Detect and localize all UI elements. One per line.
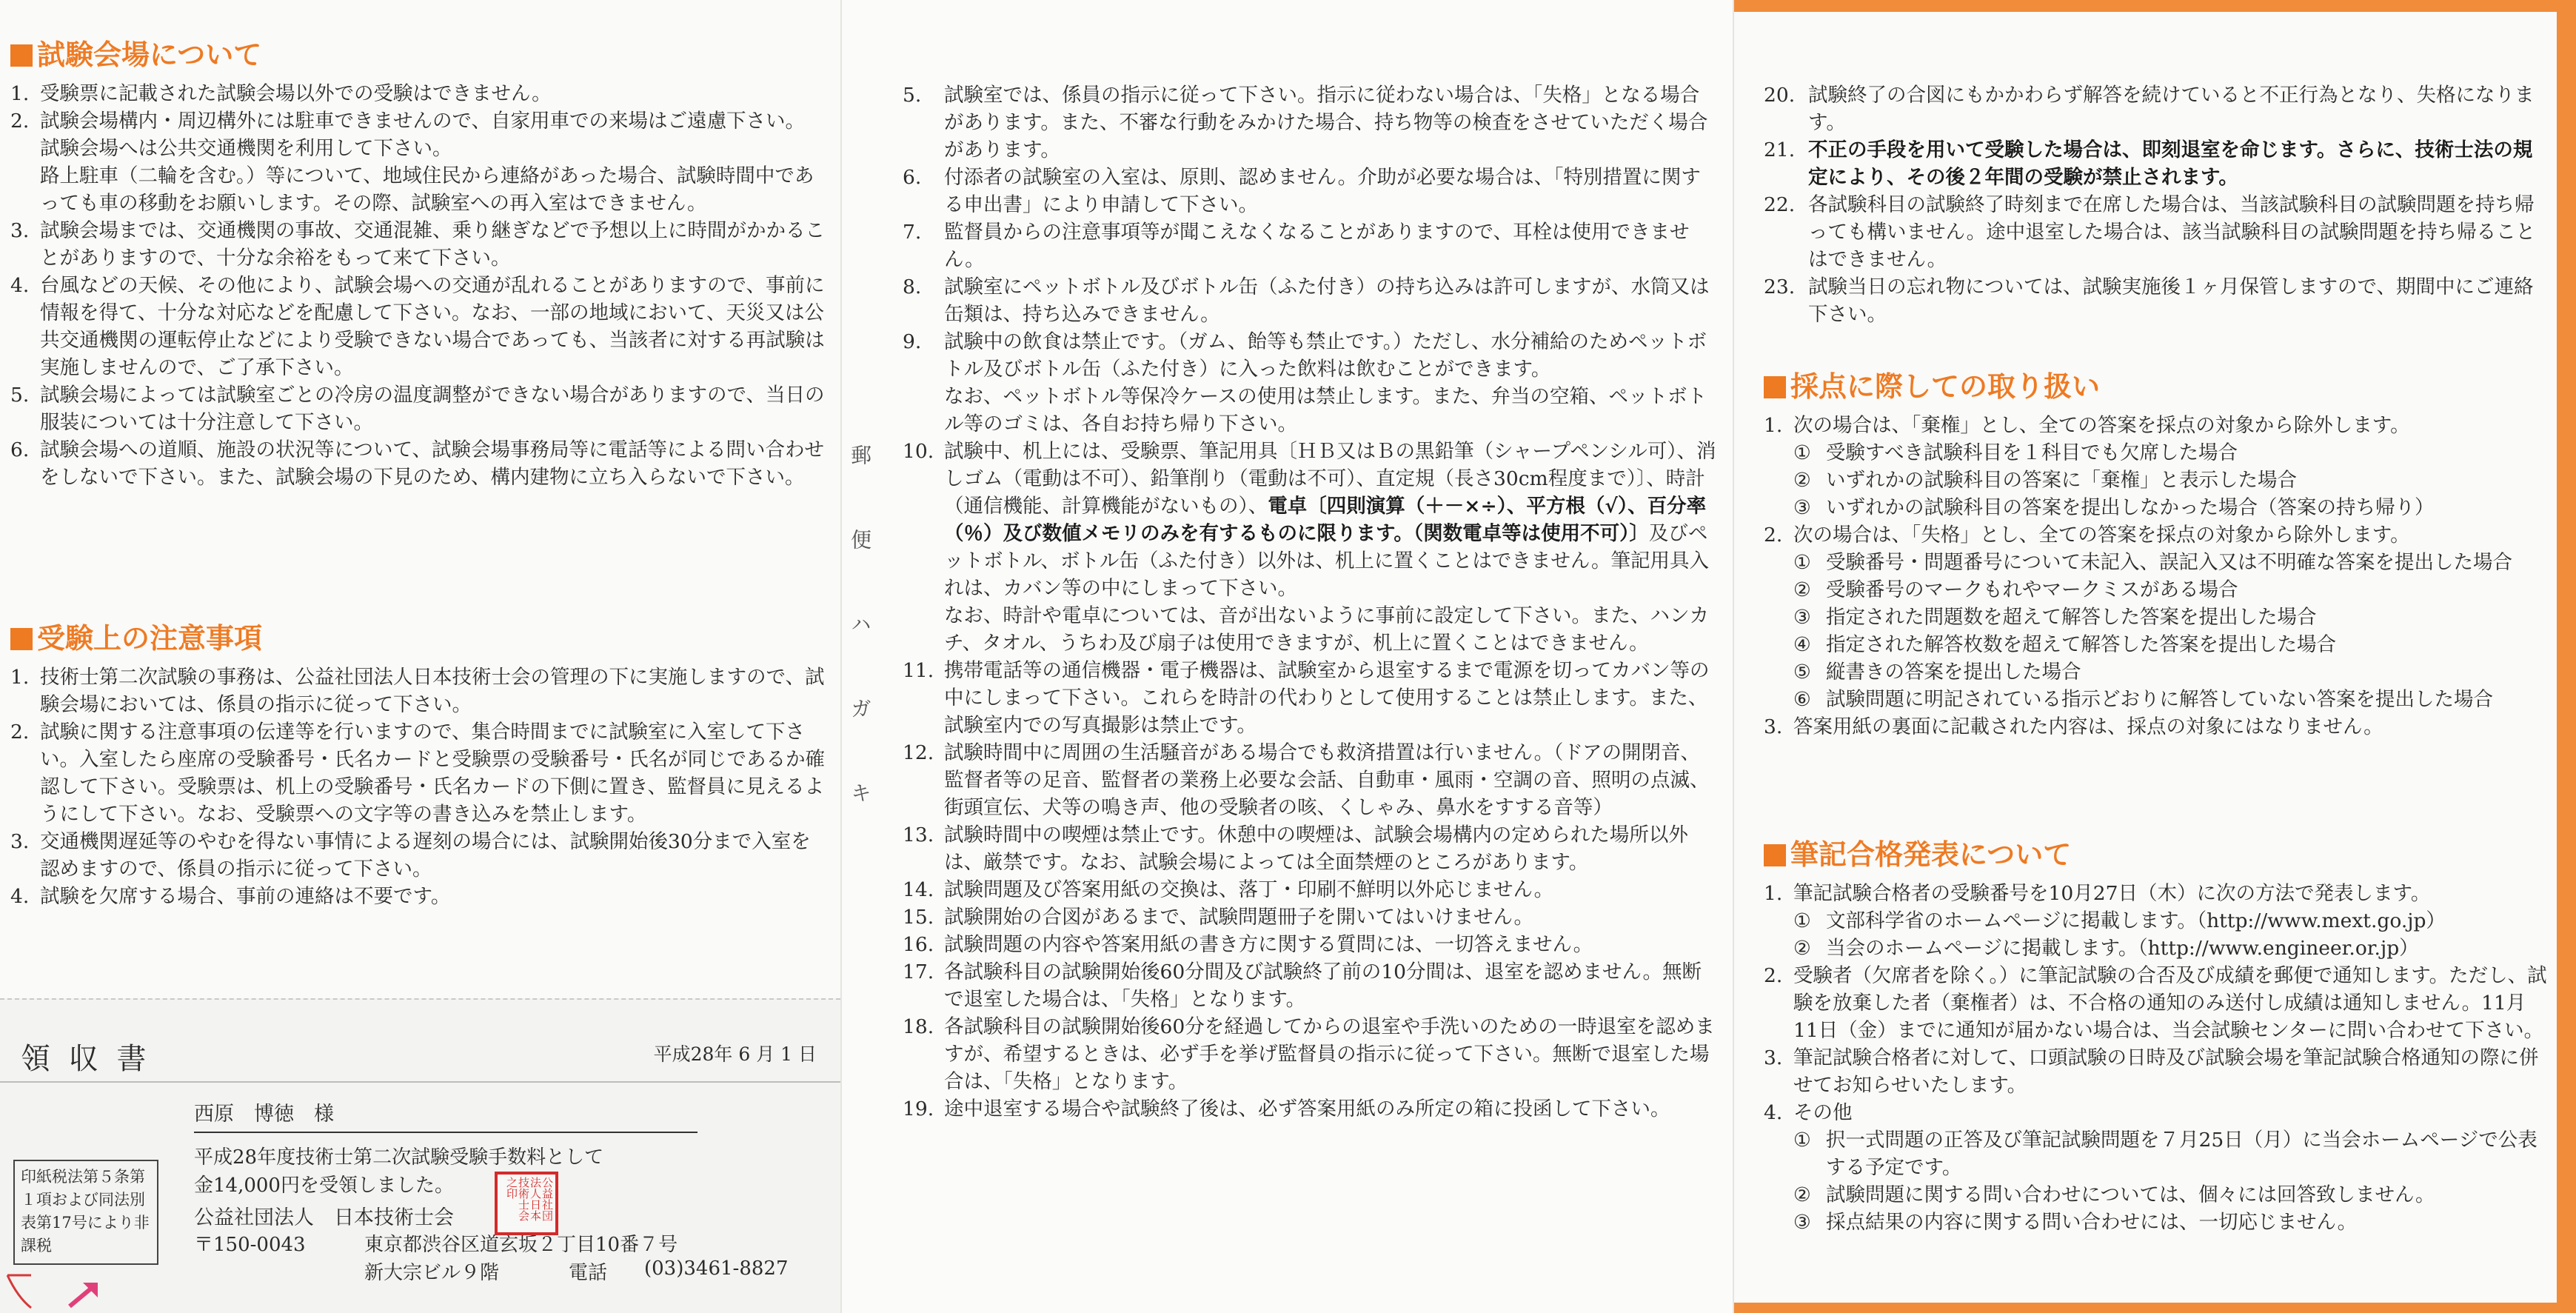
list-item (903, 218, 1717, 273)
item-text (944, 958, 1717, 1013)
item-text (1793, 412, 2549, 521)
item-body: 試験時間中に周囲の生活騒音がある場合でも救済措置は行いません。（ドアの開閉音、監督者等の足音、監督者の業務上必要な会話、自動車・風雨・空調の音、照明の点滅、街頭宣伝、犬等の鳴き声、他の受験者の咳、くしゃみ、鼻水をすする音等） (944, 741, 1710, 819)
item-body: 試験を欠席する場合、事前の連絡は不要です。 (40, 884, 451, 908)
item-text (1793, 713, 2549, 741)
item-number: 12. (903, 741, 934, 764)
item-body: 次の場合は、「棄権」とし、全ての答案を採点の対象から除外します。 (1793, 413, 2410, 437)
item-body: 監督員からの注意事項等が聞こえなくなることがありますので、耳栓は使用できません。 (944, 221, 1690, 271)
section-title-results: 筆記合格発表について (1764, 838, 2549, 872)
list-item (903, 81, 1717, 164)
issuer-building: 新大宗ビル９階 (364, 1262, 500, 1284)
postcard-vertical-label: 郵便ハガキ (848, 444, 872, 866)
item-text (944, 438, 1717, 657)
item-number: 1. (10, 665, 30, 689)
item-number: 18. (903, 1015, 934, 1038)
item-body: 試験中、机上には、受験票、筆記用具〔ＨＢ又はＢの黒鉛筆（シャープペンシル可）、消しゴム（電動は不可）、鉛筆削り（電動は不可）、直定規（長さ30cm程度まで）〕、時計（通信機能、計算機能がないもの）、 (944, 440, 1716, 518)
item-number: 6. (903, 166, 922, 189)
list-item (1764, 521, 2549, 713)
list-item (903, 164, 1717, 218)
item-body: 各試験科目の試験開始後60分間及び試験終了前の10分間は、退室を認めません。無断で退室した場合は、「失格」となります。 (944, 960, 1702, 1011)
item-body: 試験室にペットボトル及びボトル缶（ふた付き）の持ち込みは許可しますが、水筒又は缶類は、持ち込みできません。 (944, 275, 1710, 326)
item-text (40, 217, 825, 272)
results-section (1764, 838, 2549, 1236)
item-text (1808, 81, 2549, 136)
sub-item-marker: ⑤ (1793, 660, 1811, 684)
list-item (903, 1095, 1717, 1123)
receipt-title: 領 収 書 (21, 1042, 151, 1076)
venue-section (10, 39, 825, 491)
item-text (944, 273, 1717, 328)
tel-label: 電話 (569, 1262, 608, 1284)
square-bullet-icon (10, 44, 33, 67)
sub-item-marker: ⑥ (1793, 687, 1811, 711)
square-bullet-icon (1764, 844, 1786, 866)
sub-item (1793, 686, 2549, 713)
item-number: 19. (903, 1097, 934, 1120)
list-item (903, 958, 1717, 1013)
item-body: 交通機関遅延等のやむを得ない事情による遅刻の場合には、試験開始後30分まで入室を認めますので、係員の指示に従って下さい。 (40, 829, 811, 881)
receipt (0, 998, 840, 1313)
item-text (944, 931, 1717, 958)
list-item (1764, 880, 2549, 962)
sub-item-marker: ③ (1793, 605, 1811, 629)
right-panel (1733, 0, 2576, 1313)
item-number: 1. (1764, 881, 1783, 905)
recipient-name: 西原 博徳 様 (194, 1103, 334, 1126)
list-item (903, 273, 1717, 328)
item-number: 3. (10, 829, 30, 853)
sub-item (1793, 1181, 2549, 1209)
list-item (903, 328, 1717, 438)
item-body: 受験者（欠席者を除く。）に筆記試験の合否及び成績を郵便で通知します。ただし、試験を放棄した者（棄権者）は、不合格の通知のみ送付し成績は通知しません。11月11日（金）までに通知が届かない場合は、当会試験センターに問い合わせて下さい。 (1793, 963, 2547, 1042)
item-number: 21. (1764, 138, 1796, 161)
item-number: 8. (903, 275, 922, 298)
sub-item-marker: ③ (1793, 495, 1811, 519)
item-text (40, 272, 825, 381)
sub-item-marker: ② (1793, 468, 1811, 492)
item-number: 5. (903, 84, 922, 107)
list-item (1764, 412, 2549, 521)
sub-item (1793, 1209, 2549, 1236)
item-body: 試験会場によっては試験室ごとの冷房の温度調整ができない場合がありますので、当日の服装については十分注意して下さい。 (40, 383, 825, 434)
item-body: 筆記試験合格者の受験番号を10月27日（木）に次の方法で発表します。 (1793, 881, 2431, 905)
sub-item-text: 縦書きの答案を提出した場合 (1826, 660, 2081, 684)
list-item (10, 381, 825, 436)
receipt-date: 平成28年 6 月 1 日 (653, 1043, 817, 1065)
sub-item (1793, 494, 2549, 521)
sub-item-text: 試験問題に明記されている指示どおりに解答していない答案を提出した場合 (1826, 687, 2493, 711)
sub-item-text: 文部科学省のホームページに掲載します。（http://www.mext.go.jp） (1826, 909, 2446, 932)
item-paragraph: なお、時計や電卓については、音が出ないように事前に設定して下さい。また、ハンカチ、タオル、うちわ及び扇子は使用できますが、机上に置くことはできません。 (944, 604, 1709, 655)
results-list (1764, 880, 2549, 1236)
square-bullet-icon (1764, 376, 1786, 398)
item-number: 4. (10, 884, 30, 908)
item-number: 13. (903, 823, 934, 846)
sub-item-text: 受験番号・問題番号について未記入、誤記入又は不明確な答案を提出した場合 (1826, 550, 2512, 574)
orange-border-bottom (1734, 1303, 2576, 1313)
item-number: 9. (903, 330, 922, 353)
sub-item (1793, 658, 2549, 686)
item-text (1793, 962, 2549, 1044)
section-title-exam-notes: 受験上の注意事項 (10, 622, 825, 656)
sub-item-text: いずれかの試験科目の答案に「棄権」と表示した場合 (1826, 468, 2297, 492)
item-number: 4. (10, 273, 30, 297)
tel-number: (03)3461-8827 (644, 1257, 789, 1280)
item-number: 17. (903, 960, 934, 983)
list-item (1764, 273, 2549, 328)
list-item (903, 657, 1717, 739)
list-item (10, 828, 825, 883)
sub-item-text: 択一式問題の正答及び筆記試験問題を７月25日（月）に当会ホームページで公表する予定です。 (1826, 1128, 2537, 1179)
exam-notes-section (10, 622, 825, 910)
item-text (1808, 136, 2549, 191)
item-text (40, 436, 825, 491)
item-text (944, 81, 1717, 164)
sub-item-marker: ② (1793, 1183, 1811, 1206)
item-tail: 及びペットボトル、ボトル缶（ふた付き）以外は、机上に置くことはできません。筆記用具入れは、カバン等の中にしまって下さい。 (944, 522, 1709, 600)
item-body: 試験問題の内容や答案用紙の書き方に関する質問には、一切答えません。 (944, 933, 1593, 956)
item-text (1793, 521, 2549, 713)
item-number: 1. (10, 81, 30, 105)
item-number: 3. (1764, 715, 1783, 738)
list-item (903, 438, 1717, 657)
item-number: 4. (1764, 1100, 1783, 1124)
orange-border-top (1734, 0, 2576, 12)
item-body: 試験会場への道順、施設の状況等について、試験会場事務局等に電話等による問い合わせをしないで下さい。また、試験会場の下見のため、構内建物に立ち入らないで下さい。 (40, 438, 824, 489)
item-text (40, 883, 825, 910)
exam-notes-final (1764, 81, 2549, 328)
orange-border-right (2557, 0, 2576, 1313)
left-panel (0, 0, 840, 1313)
item-text (40, 107, 825, 217)
exam-notes-list-continued (903, 81, 1717, 1123)
list-item (1764, 136, 2549, 191)
item-text (944, 821, 1717, 876)
sub-item-text: 当会のホームページに掲載します。（http://www.engineer.or.jp） (1826, 936, 2419, 960)
item-number: 7. (903, 221, 922, 244)
item-body: 試験中の飲食は禁止です。（ガム、飴等も禁止です。）ただし、水分補給のためペットボトル及びボトル缶（ふた付き）に入った飲料は飲むことができます。 (944, 330, 1707, 381)
sub-item-text: 指定された問題数を超えて解答した答案を提出した場合 (1826, 605, 2317, 629)
sub-item-marker: ② (1793, 578, 1811, 601)
sub-item (1793, 604, 2549, 631)
list-item (903, 1013, 1717, 1095)
item-text (944, 876, 1717, 903)
list-item (10, 272, 825, 381)
item-number: 16. (903, 933, 934, 956)
receipt-line2: 金14,000円を受領しました。 (194, 1175, 454, 1197)
item-text (944, 1095, 1717, 1123)
item-body: 試験終了の合図にもかかわらず解答を続けていると不正行為となり、失格になります。 (1808, 84, 2535, 134)
sub-item-text: いずれかの試験科目の答案を提出しなかった場合（答案の持ち帰り） (1826, 495, 2435, 519)
list-item (903, 876, 1717, 903)
item-number: 20. (1764, 84, 1796, 107)
list-item (1764, 1099, 2549, 1236)
recipient-underline (194, 1132, 697, 1133)
item-text (40, 381, 825, 436)
list-item (903, 903, 1717, 931)
divider (0, 1081, 840, 1083)
item-body: その他 (1793, 1100, 1853, 1124)
section-title-venue: 試験会場について (10, 39, 825, 73)
item-text (1808, 273, 2549, 328)
item-body: 試験に関する注意事項の伝達等を行いますので、集合時間までに試験室に入室して下さい。入室したら座席の受験番号・氏名カードと受験票の受験番号・氏名が同じであるか確認して下さい。受験票は、机上の受験番号・氏名カードの下側に置き、監督員に見えるようにして下さい。なお、受験票への文字等の書き込みを禁止します。 (40, 720, 825, 826)
item-number: 14. (903, 878, 934, 901)
item-emphasis: 不正の手段を用いて受験した場合は、即刻退室を命じます。さらに、技術士法の規定により、その後２年間の受験が禁止されます。 (1808, 138, 2533, 189)
list-item (10, 718, 825, 828)
sub-item (1793, 576, 2549, 604)
item-paragraph: 試験会場へは公共交通機関を利用して下さい。 (40, 136, 452, 160)
list-item (1764, 962, 2549, 1044)
issuer-postal: 〒150-0043 (194, 1234, 306, 1256)
exam-notes-list (10, 664, 825, 910)
sub-item (1793, 549, 2549, 576)
sub-item-marker: ③ (1793, 1210, 1811, 1234)
item-text (1808, 191, 2549, 273)
list-item (10, 664, 825, 718)
sub-item-marker: ② (1793, 936, 1811, 960)
item-number: 3. (1764, 1046, 1783, 1069)
section-title-grading: 採点に際しての取り扱い (1764, 370, 2549, 404)
item-body: 次の場合は、「失格」とし、全ての答案を採点の対象から除外します。 (1793, 523, 2410, 547)
exam-notes-list-final (1764, 81, 2549, 328)
item-number: 5. (10, 383, 30, 407)
list-item (10, 80, 825, 107)
list-item (1764, 1044, 2549, 1099)
item-text (944, 1013, 1717, 1095)
item-text (40, 828, 825, 883)
item-text (944, 739, 1717, 821)
item-body: 携帯電話等の通信機器・電子機器は、試験室から退室するまで電源を切ってカバン等の中にしまって下さい。これらを時計の代わりとして使用することは禁止します。また、試験室内での写真撮影は禁止です。 (944, 659, 1710, 737)
item-body: 台風などの天候、その他により、試験会場への交通が乱れることがありますので、事前に情報を得て、十分な対応などを配慮して下さい。なお、一部の地域において、天災又は公共交通機関の運転停止などにより受験できない場合であっても、当該者に対する再試験は実施しませんので、ご了承下さい。 (40, 273, 825, 379)
item-number: 2. (1764, 963, 1783, 987)
item-number: 22. (1764, 193, 1796, 216)
item-text (944, 164, 1717, 218)
list-item (10, 217, 825, 272)
sub-item (1793, 1126, 2549, 1181)
list-item (903, 931, 1717, 958)
sub-item-marker: ① (1793, 909, 1811, 932)
item-paragraph: 路上駐車（二輪を含む。）等について、地域住民から連絡があった場合、試験時間中であっても車の移動をお願いします。その際、試験室への再入室はできません。 (40, 164, 814, 215)
item-body: 各試験科目の試験終了時刻まで在席した場合は、当該試験科目の試験問題を持ち帰っても構いません。途中退室した場合は、該当試験科目の試験問題を持ち帰ることはできません。 (1808, 193, 2536, 271)
sub-item-text: 受験番号のマークもれやマークミスがある場合 (1826, 578, 2238, 601)
item-body: 付添者の試験室の入室は、原則、認めません。介助が必要な場合は、「特別措置に関する申出書」により申請して下さい。 (944, 166, 1701, 216)
list-item (1764, 191, 2549, 273)
company-seal-stamp: 公益社団法人日本技術士会之印 (495, 1172, 558, 1235)
issuer-org: 公益社団法人 日本技術士会 (194, 1206, 454, 1229)
list-item (903, 821, 1717, 876)
sub-item (1793, 631, 2549, 658)
issuer-address: 東京都渋谷区道玄坂２丁目10番７号 (364, 1234, 678, 1256)
item-text (40, 664, 825, 718)
item-body: 筆記試験合格者に対して、口頭試験の日時及び試験会場を筆記試験合格通知の際に併せてお知らせいたします。 (1793, 1046, 2539, 1097)
item-text (944, 218, 1717, 273)
item-body: 途中退室する場合や試験終了後は、必ず答案用紙のみ所定の箱に投函して下さい。 (944, 1097, 1670, 1120)
list-item (1764, 713, 2549, 741)
item-body: 試験問題及び答案用紙の交換は、落丁・印刷不鮮明以外応じません。 (944, 878, 1554, 901)
sub-item-text: 受験すべき試験科目を１科目でも欠席した場合 (1826, 441, 2238, 464)
item-text (1793, 1099, 2549, 1236)
item-number: 23. (1764, 275, 1796, 298)
item-text (944, 657, 1717, 739)
sub-item-marker: ① (1793, 1128, 1811, 1152)
item-number: 10. (903, 440, 934, 463)
sub-item-text: 採点結果の内容に関する問い合わせには、一切応じません。 (1826, 1210, 2358, 1234)
tax-exempt-note: 印紙税法第５条第１項および同法別表第17号により非課税 (13, 1160, 158, 1265)
item-number: 15. (903, 906, 934, 929)
sub-item-text: 試験問題に関する問い合わせについては、個々には回答致しません。 (1826, 1183, 2435, 1206)
item-body: 試験会場構内・周辺構外には駐車できませんので、自家用車での来場はご遠慮下さい。 (40, 109, 805, 133)
middle-panel (840, 0, 1733, 1313)
list-item (10, 107, 825, 217)
item-number: 2. (1764, 523, 1783, 547)
item-text (944, 903, 1717, 931)
venue-list (10, 80, 825, 491)
item-body: 答案用紙の裏面に記載された内容は、採点の対象にはなりません。 (1793, 715, 2383, 738)
item-body: 受験票に記載された試験会場以外での受験はできません。 (40, 81, 552, 105)
item-body: 試験当日の忘れ物については、試験実施後１ヶ月保管しますので、期間中にご連絡下さい。 (1808, 275, 2534, 326)
item-emphasis: 電卓〔四則演算（＋－×÷）、平方根（√）、百分率（％）及び数値メモリのみを有するものに限ります。（関数電卓等は使用不可）〕 (944, 495, 1707, 545)
sub-item (1793, 935, 2549, 962)
item-text (1793, 880, 2549, 962)
item-body: 試験会場までは、交通機関の事故、交通混雑、乗り継ぎなどで予想以上に時間がかかることがありますので、十分な余裕をもって来て下さい。 (40, 218, 825, 270)
item-body: 各試験科目の試験開始後60分を経過してからの退室や手洗いのための一時退室を認めますが、希望するときは、必ず手を挙げ監督員の指示に従って下さい。無断で退室した場合は、「失格」となります。 (944, 1015, 1715, 1093)
list-item (10, 883, 825, 910)
sub-item (1793, 439, 2549, 467)
item-text (40, 80, 825, 107)
sub-item-marker: ④ (1793, 632, 1811, 656)
item-body: 試験開始の合図があるまで、試験問題冊子を開いてはいけません。 (944, 906, 1534, 929)
page-turn-arrow-icon (3, 1269, 107, 1313)
square-bullet-icon (10, 628, 33, 650)
item-number: 3. (10, 218, 30, 242)
item-number: 2. (10, 109, 30, 133)
item-number: 6. (10, 438, 30, 461)
grading-list (1764, 412, 2549, 741)
grading-section (1764, 370, 2549, 741)
item-text (40, 718, 825, 828)
sub-item-marker: ① (1793, 550, 1811, 574)
sub-item-text: 指定された解答枚数を超えて解答した答案を提出した場合 (1826, 632, 2336, 656)
item-number: 11. (903, 659, 934, 682)
sub-item-marker: ① (1793, 441, 1811, 464)
list-item (10, 436, 825, 491)
item-body: 技術士第二次試験の事務は、公益社団法人日本技術士会の管理の下に実施しますので、試験会場においては、係員の指示に従って下さい。 (40, 665, 825, 716)
item-body: 試験室では、係員の指示に従って下さい。指示に従わない場合は、「失格」となる場合があります。また、不審な行動をみかけた場合、持ち物等の検査をさせていただく場合があります。 (944, 84, 1708, 161)
item-number: 1. (1764, 413, 1783, 437)
sub-item (1793, 467, 2549, 494)
list-item (1764, 81, 2549, 136)
list-item (903, 739, 1717, 821)
sub-item (1793, 907, 2549, 935)
item-text (944, 328, 1717, 438)
item-number: 2. (10, 720, 30, 744)
item-paragraph: なお、ペットボトル等保冷ケースの使用は禁止します。また、弁当の空箱、ペットボトル等のゴミは、各自お持ち帰り下さい。 (944, 385, 1707, 435)
receipt-line1: 平成28年度技術士第二次試験受験手数料として (194, 1146, 604, 1169)
exam-notes-continued (903, 81, 1717, 1123)
item-body: 試験時間中の喫煙は禁止です。休憩中の喫煙は、試験会場構内の定められた場所以外は、厳禁です。なお、試験会場によっては全面禁煙のところがあります。 (944, 823, 1688, 874)
item-text (1793, 1044, 2549, 1099)
